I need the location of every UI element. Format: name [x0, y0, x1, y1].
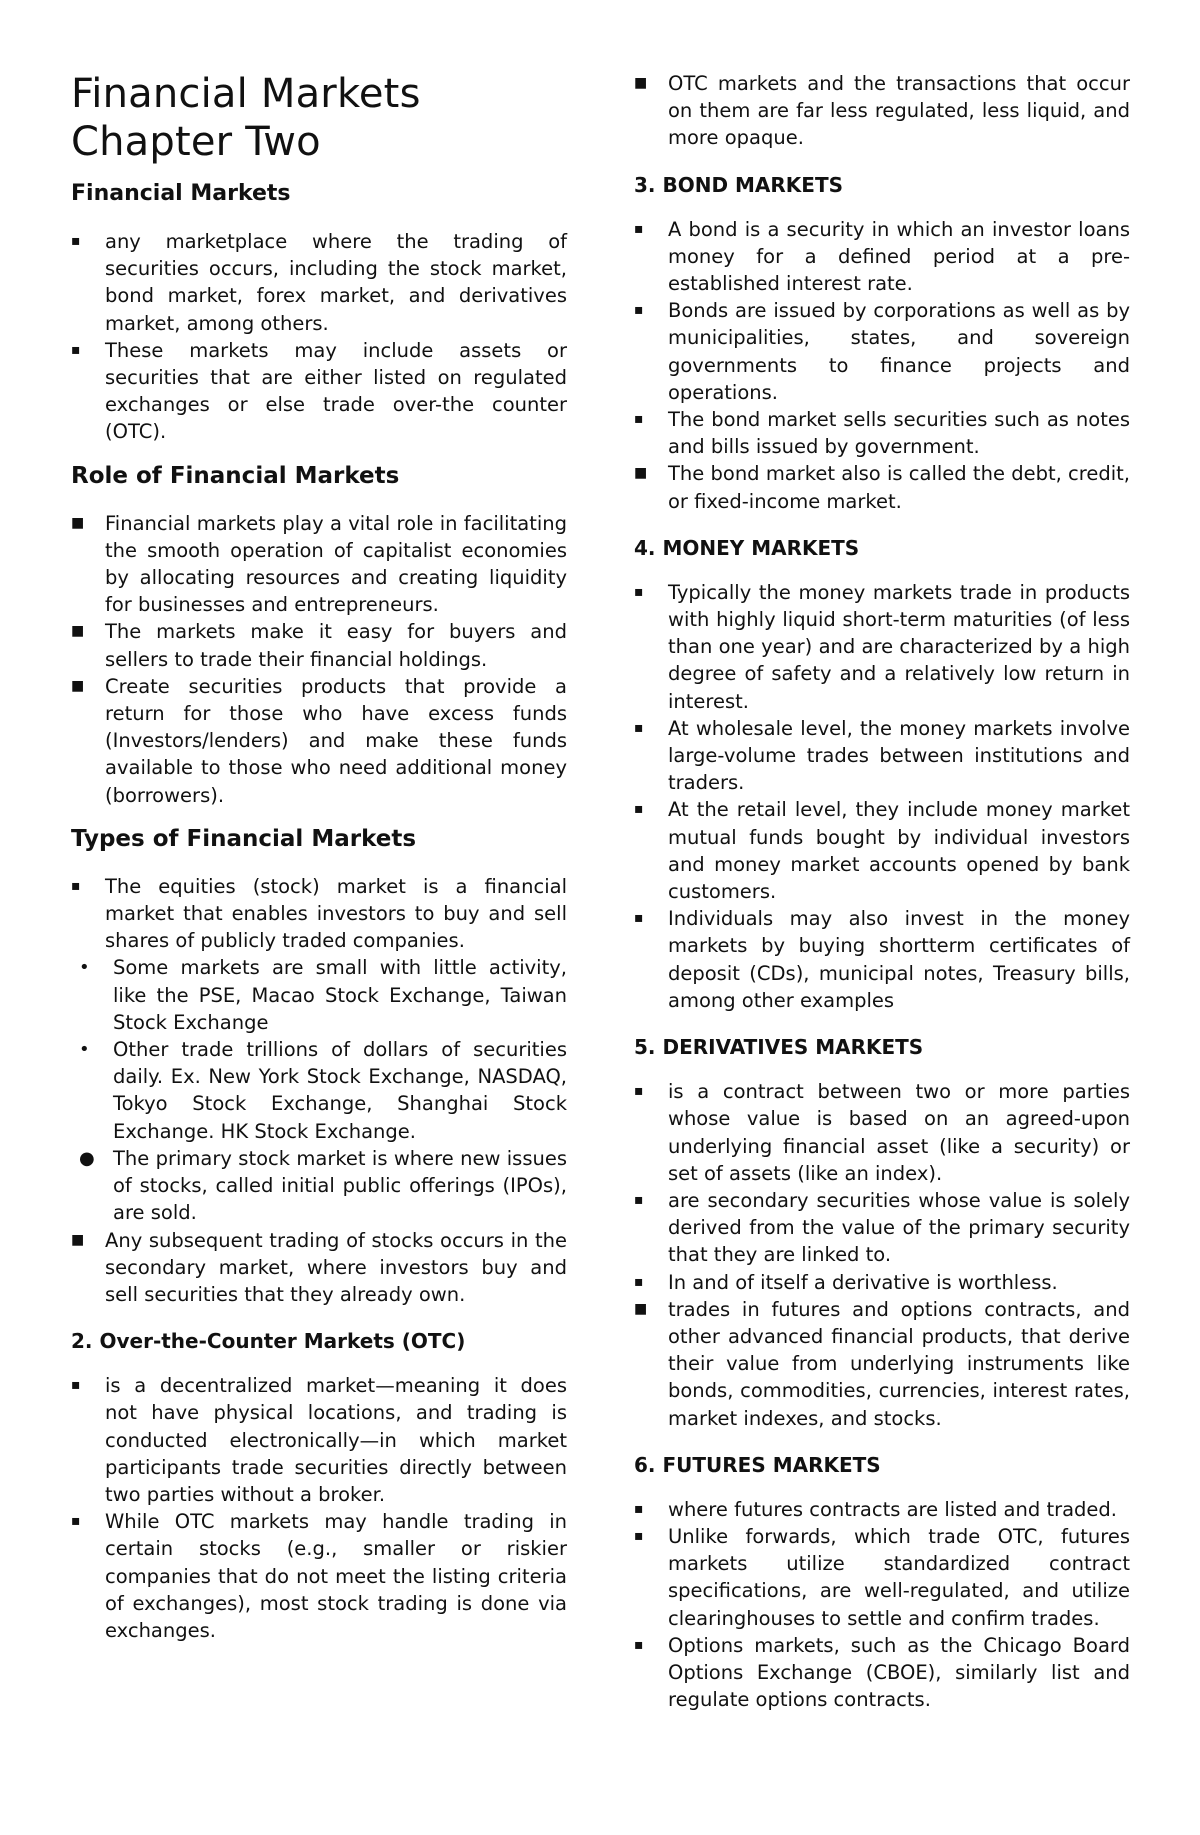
square-bullet-icon: ▪	[634, 1083, 644, 1100]
bond-list	[634, 216, 1130, 515]
types-sublist	[71, 954, 567, 1226]
section-heading-money: 4. MONEY MARKETS	[634, 535, 860, 560]
list-item: ▪ Options markets, such as the Chicago Board Options Exchange (CBOE), similarly list and regulate options contracts.	[634, 1633, 1130, 1712]
square-bullet-icon: ▪	[634, 411, 644, 428]
list-item: ▪ any marketplace where the trading of securities occurs, including the stock market, bond market, forex market, and derivatives market, among others.	[71, 230, 567, 335]
list-item: ▪ The bond market sells securities such as notes and bills issued by government.	[634, 408, 1130, 459]
list-item: ▪ The equities (stock) market is a financial market that enables investors to buy and sell shares of publicly traded companies.	[71, 874, 567, 953]
futures-list	[634, 1496, 1130, 1714]
square-bullet-icon: ▪	[634, 1273, 644, 1290]
list-item: ▪ These markets may include assets or securities that are either listed on regulated exchanges or else trade over-the counter (OTC).	[71, 338, 567, 444]
square-bullet-icon: ■	[634, 465, 648, 482]
list-item: ■ Create securities products that provide a return for those who have excess funds (Investors/lenders) and make these funds available to those who need additional money (borrowers).	[71, 674, 567, 807]
list-item: ▪ At the retail level, they include money market mutual funds bought by individual investors and money market accounts opened by bank customers.	[634, 798, 1130, 904]
section-heading-bond: 3. BOND MARKETS	[634, 172, 844, 197]
square-bullet-icon: ▪	[71, 233, 81, 249]
document-title: Financial Markets Chapter Two	[71, 71, 421, 165]
derivatives-list	[634, 1078, 1130, 1432]
square-bullet-icon: ▪	[634, 583, 644, 600]
list-item: ▪ is a decentralized market—meaning it does not have physical locations, and trading is conducted electronically—in which market participants trade securities directly between two parties without a broker.	[71, 1374, 567, 1506]
square-bullet-icon: ■	[634, 1300, 648, 1317]
section-heading-futures: 6. FUTURES MARKETS	[634, 1452, 881, 1477]
section-heading-derivatives: 5. DERIVATIVES MARKETS	[634, 1035, 924, 1060]
list-item: ▪ where futures contracts are listed and traded.	[634, 1496, 1130, 1523]
right-column	[634, 70, 1130, 1713]
round-bullet-icon: •	[79, 957, 90, 979]
square-bullet-icon: ■	[71, 514, 85, 531]
list-item: ▪ In and of itself a derivative is worthless.	[634, 1269, 1130, 1296]
sub-list-item: ● The primary stock market is where new issues of stocks, called initial public offerings (IPOs), are sold.	[79, 1146, 567, 1225]
sub-list-item: • Other trade trillions of dollars of securities daily. Ex. New York Stock Exchange, NASDAQ, Tokyo Stock Exchange, Shanghai Stock Exchange. HK Stock Exchange.	[79, 1038, 567, 1143]
list-item: ■ The bond market also is called the debt, credit, or fixed-income market.	[634, 462, 1130, 513]
square-bullet-icon: ■	[71, 1231, 85, 1248]
list-item: ▪ At wholesale level, the money markets involve large-volume trades between institutions and traders.	[634, 716, 1130, 795]
otc-list	[71, 1372, 567, 1644]
otc-continued-list	[634, 70, 1130, 152]
section-heading-otc: 2. Over-the-Counter Markets (OTC)	[71, 1329, 466, 1354]
section-heading-financial-markets: Financial Markets	[71, 181, 291, 206]
list-item: ▪ Unlike forwards, which trade OTC, futures markets utilize standardized contract specifications, are well-regulated, and utilize clearinghouses to settle and confirm trades.	[634, 1524, 1130, 1630]
square-bullet-icon: ▪	[634, 220, 644, 237]
types-list	[71, 873, 567, 955]
list-item: ▪ A bond is a security in which an investor loans money for a defined period at a pre-established interest rate.	[634, 217, 1130, 296]
list-item: ■ Any subsequent trading of stocks occurs in the secondary market, where investors buy and sell securities that they already own.	[71, 1228, 567, 1306]
square-bullet-icon: ▪	[634, 910, 644, 927]
list-item: ▪ are secondary securities whose value is solely derived from the value of the primary security that they are linked to.	[634, 1188, 1130, 1267]
square-bullet-icon: ■	[71, 677, 85, 694]
list-item: ■ OTC markets and the transactions that occur on them are far less regulated, less liquid, and more opaque.	[634, 72, 1130, 150]
square-bullet-icon: ■	[71, 623, 85, 640]
square-bullet-icon: ■	[634, 75, 648, 91]
round-bullet-icon: •	[79, 1039, 90, 1061]
square-bullet-icon: ▪	[71, 1377, 81, 1394]
round-bullet-icon: ●	[79, 1147, 95, 1169]
section-heading-role: Role of Financial Markets	[71, 462, 400, 489]
square-bullet-icon: ▪	[71, 341, 81, 358]
square-bullet-icon: ▪	[634, 1636, 644, 1653]
section-heading-types: Types of Financial Markets	[71, 825, 417, 852]
list-item: ▪ While OTC markets may handle trading in certain stocks (e.g., smaller or riskier companies that do not meet the listing criteria of exchanges), most stock trading is done via exchanges.	[71, 1510, 567, 1642]
list-item: ■ The markets make it easy for buyers and sellers to trade their financial holdings.	[71, 620, 567, 671]
list-item: ▪ Bonds are issued by corporations as well as by municipalities, states, and sovereign governments to finance projects and operations.	[634, 299, 1130, 404]
list-item: ▪ Individuals may also invest in the money markets by buying shortterm certificates of deposit (CDs), municipal notes, Treasury bills, among other examples	[634, 907, 1130, 1012]
square-bullet-icon: ▪	[634, 801, 644, 818]
square-bullet-icon: ▪	[71, 1513, 81, 1530]
square-bullet-icon: ▪	[634, 302, 644, 319]
list-item: ▪ is a contract between two or more parties whose value is based on an agreed-upon underlying financial asset (like a security) or set of assets (like an index).	[634, 1080, 1130, 1185]
list-item: ■ Financial markets play a vital role in facilitating the smooth operation of capitalist economies by allocating resources and creating liquidity for businesses and entrepreneurs.	[71, 511, 567, 617]
square-bullet-icon: ▪	[71, 877, 81, 894]
sub-list-item: • Some markets are small with little activity, like the PSE, Macao Stock Exchange, Taiwan Stock Exchange	[79, 956, 567, 1034]
money-list	[634, 579, 1130, 1014]
types-list-cont	[71, 1227, 567, 1309]
square-bullet-icon: ▪	[634, 1500, 644, 1517]
list-item: ▪ Typically the money markets trade in products with highly liquid short-term maturities (of less than one year) and are characterized by a high degree of safety and a relatively low return in interest.	[634, 580, 1130, 713]
list-item: ■ trades in futures and options contracts, and other advanced financial products, that derive their value from underlying instruments like bonds, commodities, currencies, interest rates, market indexes, and stocks.	[634, 1297, 1130, 1430]
square-bullet-icon: ▪	[634, 719, 644, 736]
role-list	[71, 510, 567, 809]
financial-markets-list	[71, 228, 567, 446]
square-bullet-icon: ▪	[634, 1527, 644, 1544]
left-column	[71, 70, 567, 1644]
square-bullet-icon: ▪	[634, 1191, 644, 1208]
